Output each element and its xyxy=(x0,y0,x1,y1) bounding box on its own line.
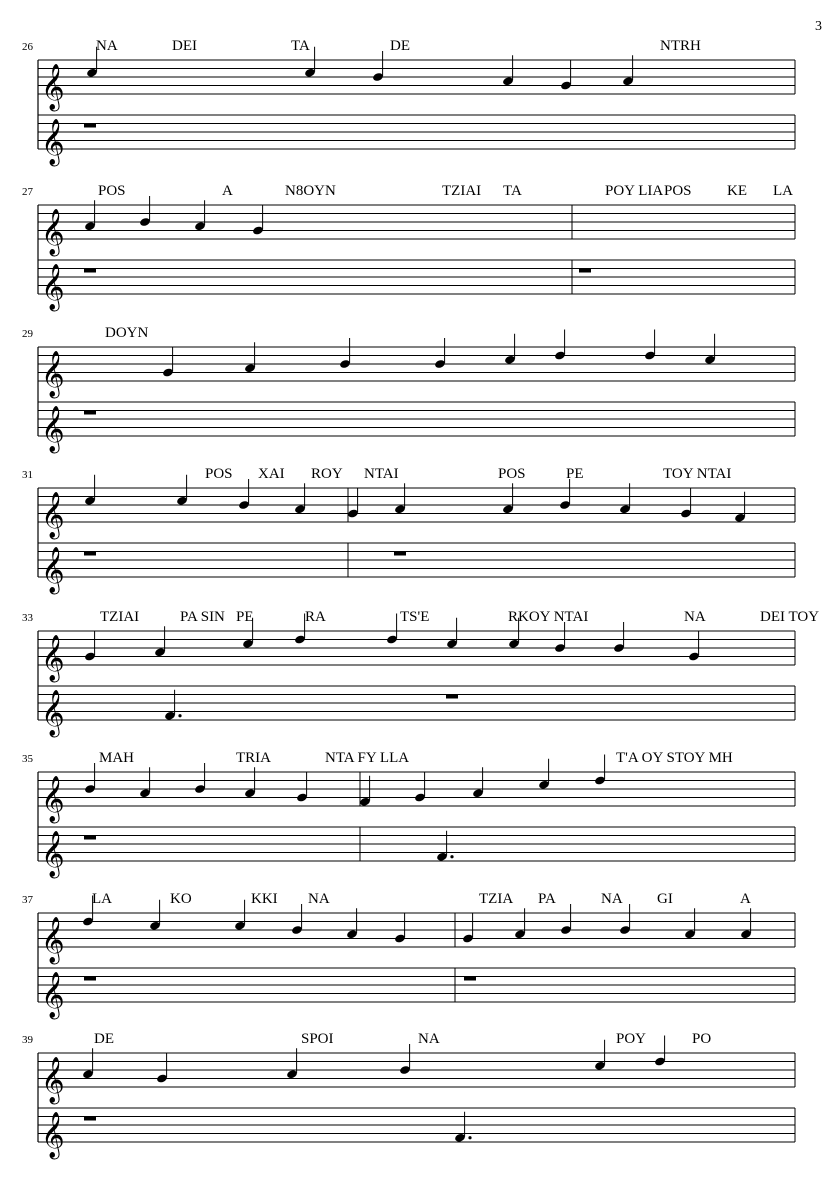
lyric-syllable: PE xyxy=(566,466,584,482)
whole-rest xyxy=(84,269,96,273)
lyric-syllable: DEI TOY xyxy=(760,609,820,625)
whole-rest xyxy=(84,552,96,556)
measure-number: 35 xyxy=(22,753,33,765)
whole-rest xyxy=(84,411,96,415)
treble-clef-icon: 𝄞 xyxy=(41,972,65,1018)
lyric-syllable: TA xyxy=(291,38,310,54)
upper-staff xyxy=(38,347,795,381)
treble-clef-icon: 𝄞 xyxy=(41,492,65,538)
lyric-syllable: DOYN xyxy=(105,325,149,341)
lyric-syllable: POS xyxy=(205,466,233,482)
measure-number: 27 xyxy=(22,186,33,198)
lower-staff xyxy=(38,115,795,149)
lyric-syllable: NA xyxy=(601,891,623,907)
treble-clef-icon: 𝄞 xyxy=(41,690,65,736)
upper-staff xyxy=(38,631,795,665)
treble-clef-icon: 𝄞 xyxy=(41,351,65,397)
lyric-syllable: TA xyxy=(503,183,522,199)
lyric-syllable: NA xyxy=(684,609,706,625)
lyric-syllable: DE xyxy=(94,1031,114,1047)
lyric-syllable: TS'E xyxy=(400,609,430,625)
lyric-syllable: A xyxy=(740,891,751,907)
system xyxy=(22,609,819,738)
lower-staff xyxy=(38,402,795,436)
lyric-syllable: RKOY NTAI xyxy=(508,609,589,625)
lyric-syllable: NTRH xyxy=(660,38,701,54)
lyric-syllable: PE xyxy=(236,609,254,625)
measure-number: 33 xyxy=(22,612,33,624)
lower-staff xyxy=(38,543,795,577)
whole-rest xyxy=(84,1117,96,1121)
system xyxy=(22,38,795,167)
upper-staff xyxy=(38,772,795,806)
lyric-syllable: TZIA xyxy=(479,891,514,907)
lyric-syllable: TOY NTAI xyxy=(663,466,732,482)
lyric-syllable: KO xyxy=(170,891,192,907)
systems xyxy=(22,38,819,1160)
lyric-syllable: DE xyxy=(390,38,410,54)
lyric-syllable: XAI xyxy=(258,466,285,482)
lyric-syllable: POS xyxy=(98,183,126,199)
lyric-syllable: N8OYN xyxy=(285,183,336,199)
lyric-syllable: LA xyxy=(773,183,793,199)
lyric-syllable: A xyxy=(222,183,233,199)
lyric-syllable: NTAI xyxy=(364,466,399,482)
lyric-syllable: PO xyxy=(692,1031,712,1047)
lyric-syllable: TZIAI xyxy=(100,609,140,625)
system xyxy=(22,466,795,595)
upper-staff xyxy=(38,205,795,239)
treble-clef-icon: 𝄞 xyxy=(41,64,65,110)
treble-clef-icon: 𝄞 xyxy=(41,547,65,593)
measure-number: 37 xyxy=(22,894,33,906)
treble-clef-icon: 𝄞 xyxy=(41,776,65,822)
upper-staff xyxy=(38,1053,795,1087)
lyric-syllable: NA xyxy=(96,38,118,54)
lyric-syllable: RA xyxy=(305,609,326,625)
treble-clef-icon: 𝄞 xyxy=(41,635,65,681)
dot xyxy=(450,855,453,858)
system xyxy=(22,1031,795,1160)
measure-number: 39 xyxy=(22,1034,33,1046)
lyric-syllable: GI xyxy=(657,891,673,907)
page-number: 3 xyxy=(815,19,822,34)
lyric-syllable: ROY xyxy=(311,466,343,482)
system xyxy=(22,183,795,312)
whole-rest xyxy=(464,977,476,981)
lyric-syllable: KE xyxy=(727,183,747,199)
lyric-syllable: NA xyxy=(308,891,330,907)
whole-rest xyxy=(84,124,96,128)
lyric-syllable: T'A OY STOY MH xyxy=(616,750,733,766)
measure-number: 31 xyxy=(22,469,33,481)
treble-clef-icon: 𝄞 xyxy=(41,1112,65,1158)
lower-staff xyxy=(38,968,795,1002)
treble-clef-icon: 𝄞 xyxy=(41,264,65,310)
whole-rest xyxy=(84,836,96,840)
lyric-syllable: KKI xyxy=(251,891,278,907)
treble-clef-icon: 𝄞 xyxy=(41,831,65,877)
whole-rest xyxy=(579,269,591,273)
measure-number: 26 xyxy=(22,41,33,53)
lower-staff xyxy=(38,1108,795,1142)
dot xyxy=(178,714,181,717)
treble-clef-icon: 𝄞 xyxy=(41,119,65,165)
lyric-syllable: POY xyxy=(616,1031,647,1047)
lyric-syllable: NTA FY LLA xyxy=(325,750,410,766)
lyric-syllable: DEI xyxy=(172,38,197,54)
lyric-syllable: PA SIN xyxy=(180,609,225,625)
system xyxy=(22,750,795,879)
lyric-syllable: SPOI xyxy=(301,1031,334,1047)
measure-number: 29 xyxy=(22,328,33,340)
lyric-syllable: POY LIA xyxy=(605,183,664,199)
whole-rest xyxy=(394,552,406,556)
system xyxy=(22,891,795,1020)
lyric-syllable: LA xyxy=(92,891,112,907)
lyric-syllable: NA xyxy=(418,1031,440,1047)
dot xyxy=(468,1136,471,1139)
lyric-syllable: TRIA xyxy=(236,750,271,766)
lyric-syllable: MAH xyxy=(99,750,135,766)
lyric-syllable: POS xyxy=(498,466,526,482)
upper-staff xyxy=(38,913,795,947)
lower-staff xyxy=(38,827,795,861)
treble-clef-icon: 𝄞 xyxy=(41,1057,65,1103)
lower-staff xyxy=(38,260,795,294)
whole-rest xyxy=(446,695,458,699)
treble-clef-icon: 𝄞 xyxy=(41,917,65,963)
lyric-syllable: PA xyxy=(538,891,556,907)
whole-rest xyxy=(84,977,96,981)
treble-clef-icon: 𝄞 xyxy=(41,406,65,452)
lyric-syllable: TZIAI xyxy=(442,183,482,199)
lower-staff xyxy=(38,686,795,720)
lyric-syllable: POS xyxy=(664,183,692,199)
system xyxy=(22,325,795,454)
treble-clef-icon: 𝄞 xyxy=(41,209,65,255)
upper-staff xyxy=(38,488,795,522)
upper-staff xyxy=(38,60,795,94)
